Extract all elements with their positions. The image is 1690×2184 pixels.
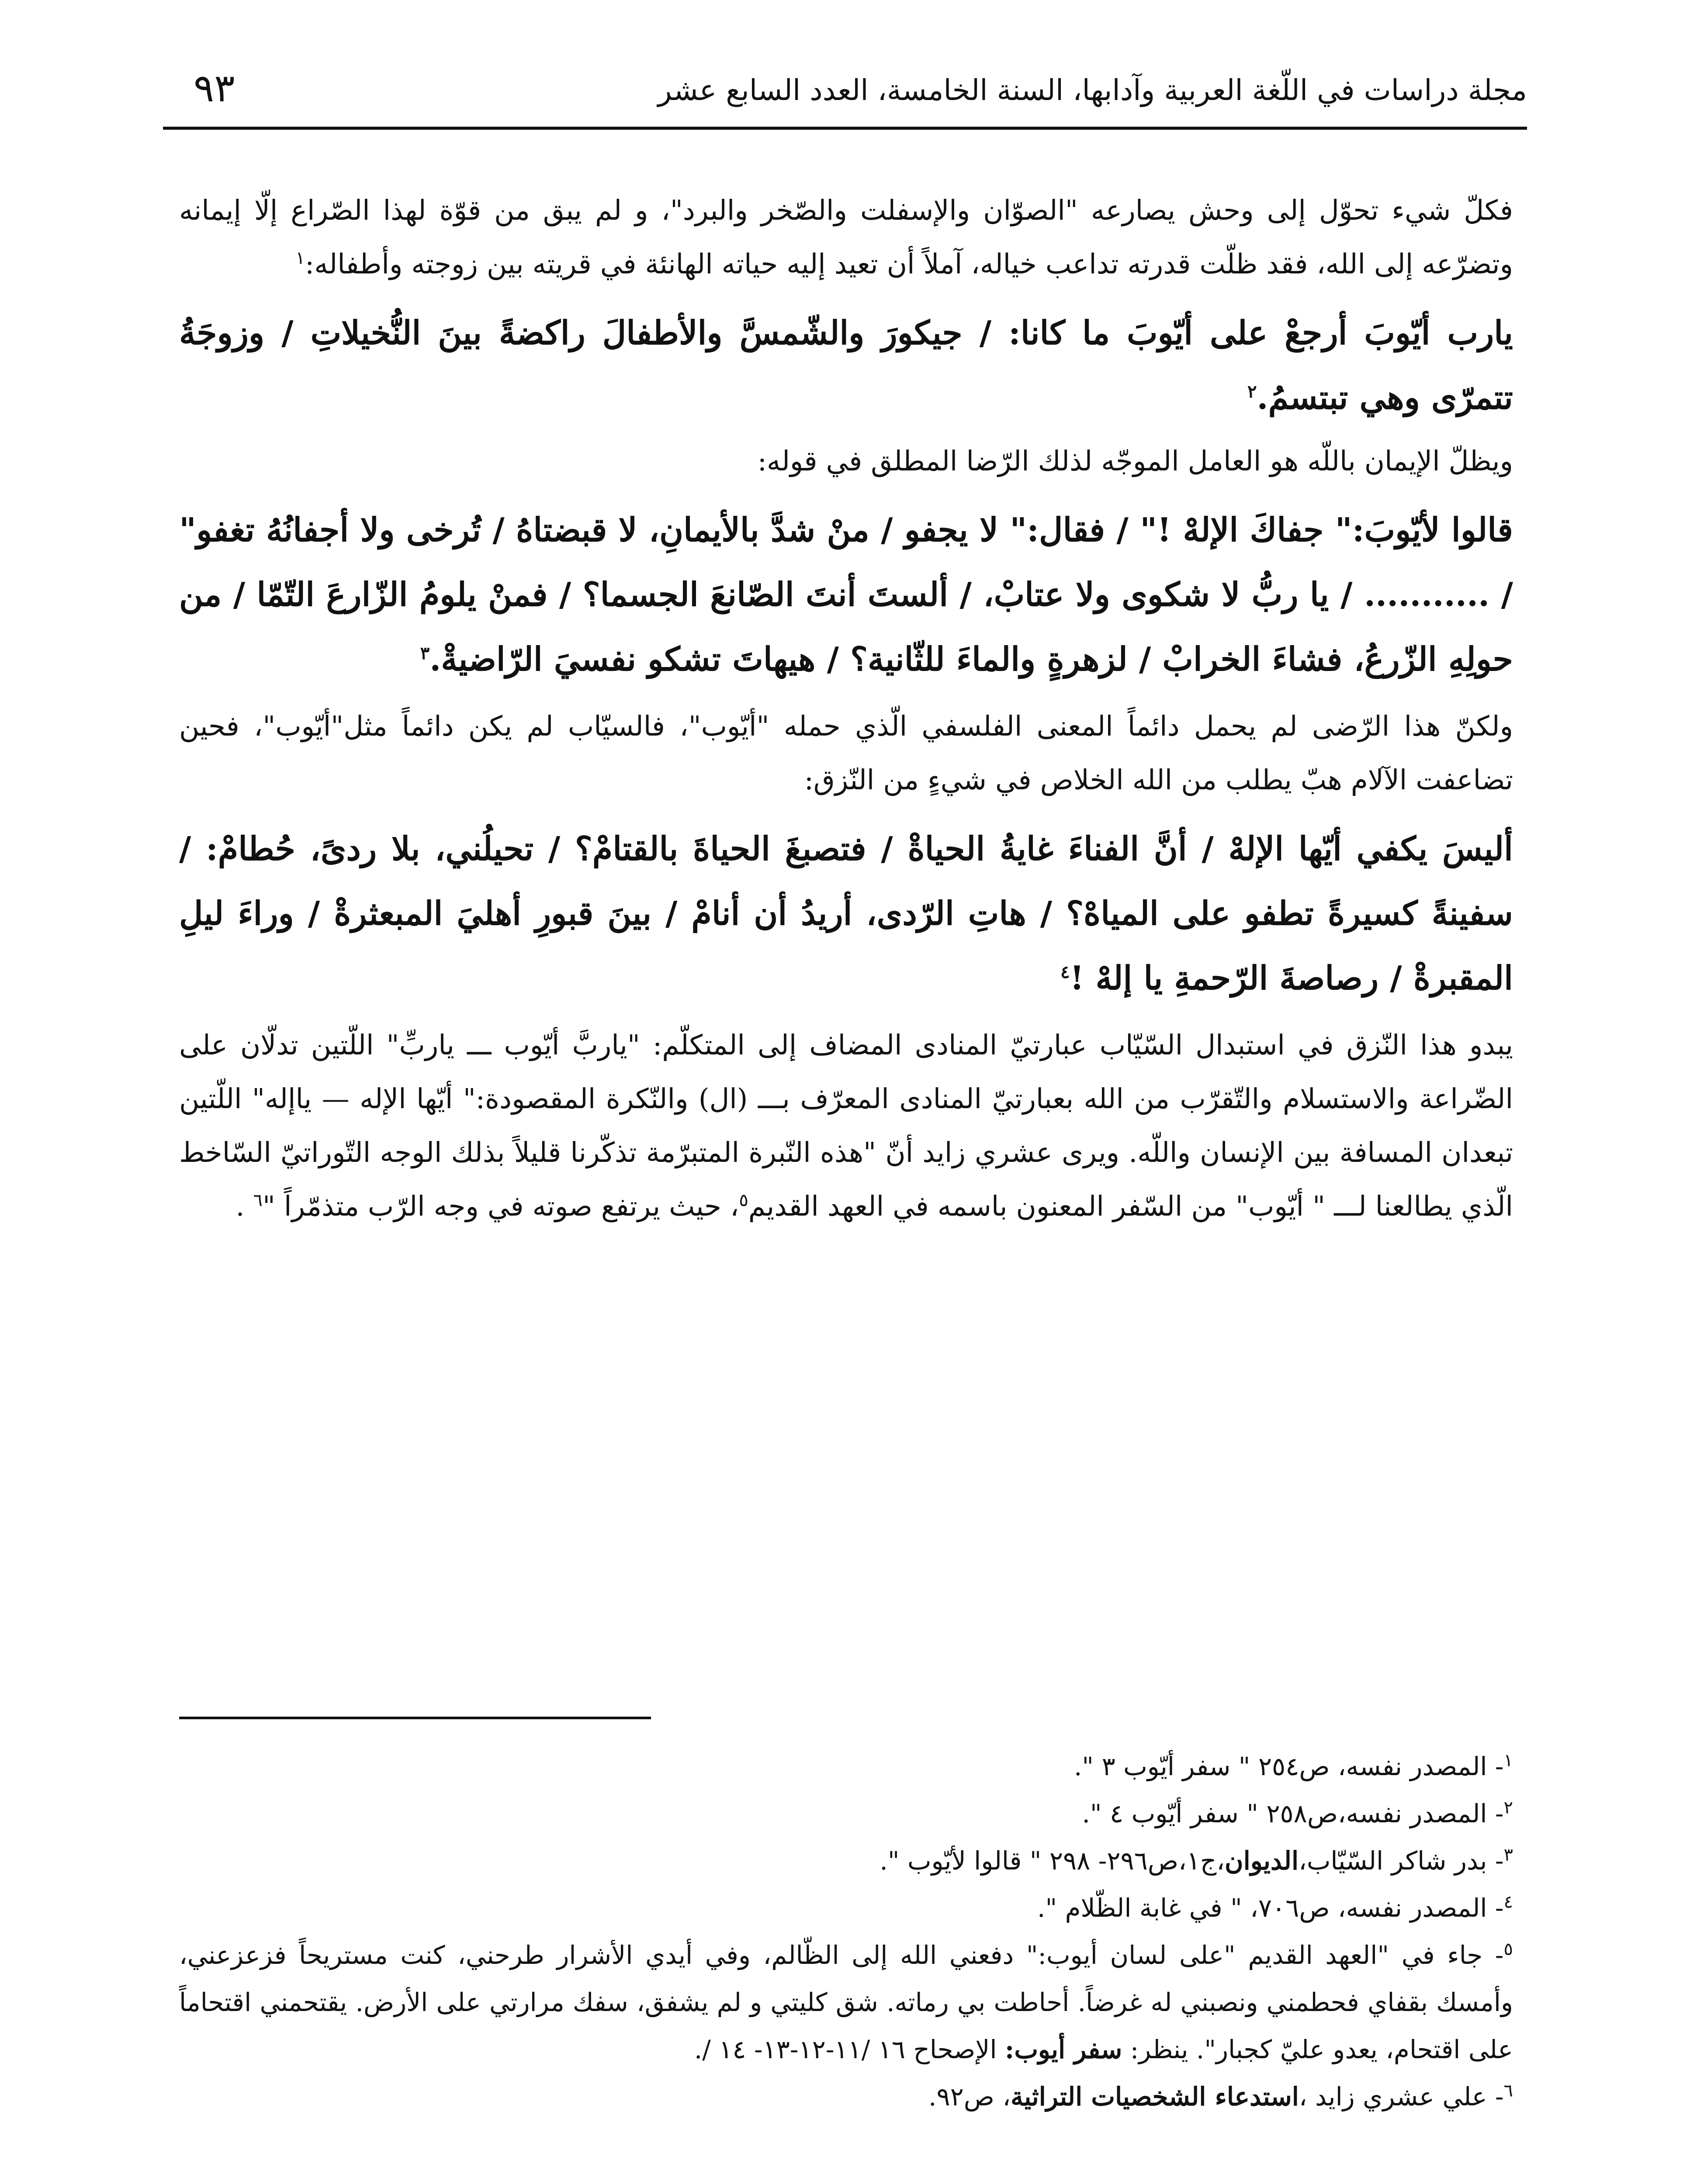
paragraph-2 (179, 434, 1513, 488)
main-text (179, 183, 1513, 1233)
footnote-ref-6: ٦ (253, 1190, 263, 1210)
verse-3-text: أليسَ يكفي أيّها الإلهْ / أنَّ الفناءَ غايةُ الحياةْ / فتصبغَ الحياةَ بالقتامْ؟ / تحيلُني، بلا ردىً، حُطامْ: / سفينةً كسيرةً تطفو على المياهْ؟ / هاتِ الرّدى، أريدُ أن أنامْ / بينَ قبورِ أهليَ المبعثرةْ / وراءَ ليلِ المقبرةْ / رصاصةَ الرّحمةِ يا إلهْ ! (179, 829, 1513, 997)
footnote-number: ٣ (1503, 1845, 1513, 1865)
footnote-text-post: ، ص٩٢. (928, 2082, 1011, 2111)
paragraph-4-end: . (235, 1190, 253, 1222)
footnote-6 (179, 2073, 1513, 2120)
footnote-ref-5: ٥ (739, 1190, 748, 1210)
footnote-number: ٥ (1503, 1939, 1513, 1959)
footnote-4 (179, 1884, 1513, 1932)
footnote-ref-1: ١ (295, 248, 305, 268)
page-number: ٩٣ (194, 66, 235, 111)
footnote-source-title: سفر أيوب: (1004, 2035, 1122, 2064)
footnote-ref-3: ٣ (420, 643, 430, 663)
verse-quote-1 (179, 301, 1513, 430)
paragraph-4 (179, 1018, 1513, 1233)
footnote-separator (179, 1717, 651, 1719)
footnote-source-title: استدعاء الشخصيات التراثية (1011, 2082, 1299, 2111)
paragraph-2-text: ويظلّ الإيمان باللّه هو العامل الموجّه لذلك الرّضا المطلق في قوله: (757, 445, 1513, 477)
page-header (163, 52, 1527, 135)
footnote-5 (179, 1932, 1513, 2073)
footnote-text: - المصدر نفسه، ص٢٥٤ " سفر أيّوب ٣ ". (1074, 1752, 1504, 1781)
paragraph-1 (179, 183, 1513, 291)
verse-1-text: يارب أيّوبَ أرجعْ على أيّوبَ ما كانا: / جيكورَ والشّمسَّ والأطفالَ راكضةً بينَ النُّخيلاتِ / وزوجَةُ تتمرّى وهي تبتسمُ. (179, 314, 1513, 417)
verse-quote-2 (179, 498, 1513, 691)
footnote-text-pre: - بدر شاكر السّيّاب، (1299, 1846, 1504, 1876)
footnote-2 (179, 1790, 1513, 1837)
verse-quote-3 (179, 816, 1513, 1010)
footnote-text-pre: - جاء في "العهد القديم "على لسان أيوب:" دفعني الله إلى الظّالم، وفي أيدي الأشرار طرحني، كنت مستريحاً فزعزعني، وأمسك بقفاي فحطمني ونصبني له غرضاً. أحاطت بي رماته. شق كليتي و لم يشفق، سفك مرارتي على الأرض. يقتحمني اقتحاماً على اقتحام، يعدو عليّ كجبار". ينظر: (179, 1940, 1513, 2064)
footnote-text: - المصدر نفسه،ص٢٥٨ " سفر أيّوب ٤ ". (1082, 1799, 1504, 1828)
footnote-text-post: ،ج١،ص٢٩٦- ٢٩٨ " قالوا لأيّوب ". (880, 1846, 1225, 1876)
header-rule (163, 127, 1527, 130)
footnote-number: ٤ (1503, 1892, 1513, 1912)
footnotes (179, 1743, 1513, 2120)
footnote-number: ٢ (1503, 1797, 1513, 1818)
footnote-number: ١ (1503, 1750, 1513, 1771)
paragraph-4a-text: يبدو هذا النّزق في استبدال السّيّاب عبارتيّ المنادى المضاف إلى المتكلّم: "ياربَّ أيّوب ـــ ياربِّ" اللّتين تدلّان على الضّراعة والاستسلام والتّقرّب من الله بعبارتيّ المنادى المعرّف بـــ (ال) والنّكرة المقصودة:" أيّها الإله — ياإله" اللّتين تبعدان المسافة بين الإنسان واللّه. ويرى عشري زايد أنّ "هذه النّبرة المتبرّمة تذكّرنا قليلاً بذلك الوجه التّوراتيّ السّاخط الّذي يطالعنا لـــ " أيّوب" من السّفر المعنون باسمه في العهد القديم (179, 1029, 1513, 1222)
paragraph-1-text: فكلّ شيء تحوّل إلى وحش يصارعه "الصوّان والإسفلت والصّخر والبرد"، و لم يبق من قوّة لهذا الصّراع إلّا إيمانه وتضرّعه إلى الله، فقد ظلّت قدرته تداعب خياله، آملاً أن تعيد إليه حياته الهانئة في قريته بين زوجته وأطفاله: (179, 194, 1513, 280)
footnote-text-post: الإصحاح ١٦ /١١-١٢-١٣- ١٤ /. (694, 2035, 1005, 2064)
paragraph-4b-text: ، حيث يرتفع صوته في وجه الرّب متذمّراً " (263, 1190, 739, 1222)
footnote-1 (179, 1743, 1513, 1790)
footnote-text-pre: - علي عشري زايد ، (1299, 2082, 1504, 2111)
footnote-text: - المصدر نفسه، ص٧٠٦، " في غابة الظّلام ". (1037, 1893, 1504, 1923)
footnote-number: ٦ (1503, 2080, 1513, 2101)
paragraph-3-text: ولكنّ هذا الرّضى لم يحمل دائماً المعنى الفلسفي الّذي حمله "أيّوب"، فالسيّاب لم يكن دائماً مثل"أيّوب"، فحين تضاعفت الآلام هبّ يطلب من الله الخلاص في شيءٍ من النّزق: (179, 710, 1513, 796)
footnote-3 (179, 1837, 1513, 1884)
verse-2-text: قالوا لأيّوبَ:" جفاكَ الإلهْ !" / فقال:" لا يجفو / منْ شدَّ بالأيمانِ، لا قبضتاهُ / تُرخى ولا أجفانُهُ تغفو" / ........... / يا ربُّ لا شكوى ولا عتابْ، / ألستَ أنتَ الصّانعَ الجسما؟ / فمنْ يلومُ الزّارعَ التّمّا / من حولِهِ الزّرعُ، فشاءَ الخرابْ / لزهرةٍ والماءَ للثّانية؟ / هيهاتَ تشكو نفسيَ الرّاضيةْ. (179, 511, 1513, 678)
footnote-ref-2: ٢ (1247, 381, 1257, 402)
paragraph-3 (179, 699, 1513, 807)
footnote-source-title: الديوان (1225, 1846, 1299, 1876)
footnote-ref-4: ٤ (1060, 962, 1070, 982)
journal-title: مجلة دراسات في اللّغة العربية وآدابها، السنة الخامسة، العدد السابع عشر (658, 73, 1527, 107)
